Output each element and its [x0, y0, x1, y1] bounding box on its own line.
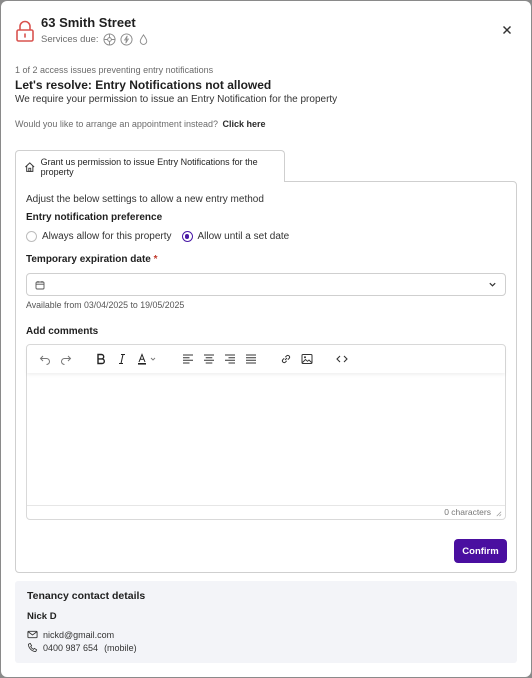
tenancy-title: Tenancy contact details — [27, 590, 146, 602]
gas-icon — [103, 33, 116, 46]
redo-icon — [60, 353, 72, 365]
tenant-phone-type: (mobile) — [104, 642, 137, 653]
align-justify-icon — [245, 353, 257, 365]
align-center-button[interactable] — [201, 351, 217, 367]
tab-label: Grant us permission to issue Entry Notifications for the property — [40, 156, 258, 177]
undo-icon — [39, 353, 51, 365]
option-always-allow-label: Always allow for this property — [42, 231, 172, 242]
undo-button[interactable] — [37, 351, 53, 367]
expiration-date-picker[interactable] — [26, 273, 506, 296]
tenant-name: Nick D — [27, 611, 57, 622]
radio-always-allow[interactable] — [26, 231, 37, 242]
italic-icon — [116, 353, 128, 365]
image-button[interactable] — [299, 351, 315, 367]
expiration-label-text: Temporary expiration date — [26, 254, 151, 265]
image-icon — [301, 353, 313, 365]
text-color-button[interactable] — [135, 351, 161, 367]
code-view-button[interactable] — [334, 351, 350, 367]
link-button[interactable] — [278, 351, 294, 367]
property-title: 63 Smith Street — [41, 15, 136, 30]
tenant-email[interactable]: nickd@gmail.com — [43, 629, 115, 640]
option-always-allow[interactable] — [26, 231, 172, 242]
appointment-question: Would you like to arrange an appointment instead? — [15, 119, 218, 129]
mail-icon — [27, 629, 38, 640]
tab-grant-permission[interactable] — [15, 150, 285, 182]
align-justify-button[interactable] — [243, 351, 259, 367]
resize-handle-icon[interactable] — [495, 510, 502, 517]
water-icon — [137, 33, 150, 46]
lock-icon — [15, 20, 35, 42]
editor-toolbar — [27, 345, 505, 373]
redo-button[interactable] — [58, 351, 74, 367]
align-left-icon — [182, 353, 194, 365]
bold-button[interactable] — [93, 351, 109, 367]
preference-label: Entry notification preference — [26, 212, 163, 223]
close-icon[interactable] — [500, 23, 514, 37]
required-mark: * — [153, 254, 158, 265]
permission-panel — [15, 181, 517, 573]
entry-permission-modal — [1, 1, 531, 677]
form-instruction: Adjust the below settings to allow a new entry method — [26, 194, 264, 205]
text-color-icon — [137, 353, 159, 365]
bold-icon — [95, 353, 107, 365]
align-right-icon — [224, 353, 236, 365]
home-icon — [24, 161, 36, 173]
expiration-label — [26, 254, 158, 265]
services-label: Services due: — [41, 34, 99, 45]
comments-editor[interactable] — [26, 344, 506, 520]
tenant-phone[interactable]: 0400 987 654 — [43, 642, 99, 653]
confirm-button[interactable]: Confirm — [454, 539, 507, 563]
phone-icon — [27, 642, 38, 653]
chevron-down-icon — [488, 280, 497, 289]
align-right-button[interactable] — [222, 351, 238, 367]
issue-count: 1 of 2 access issues preventing entry notifications — [15, 65, 214, 75]
appointment-prompt — [15, 119, 266, 129]
option-until-date[interactable] — [182, 231, 290, 242]
issue-headline: Let's resolve: Entry Notifications not allowed — [15, 78, 272, 92]
comments-label: Add comments — [26, 326, 99, 337]
tenant-email-row — [27, 629, 114, 640]
appointment-link[interactable]: Click here — [222, 119, 266, 129]
issue-description: We require your permission to issue an Entry Notification for the property — [15, 94, 338, 105]
code-icon — [336, 353, 348, 365]
tenant-phone-row — [27, 642, 137, 653]
availability-text: Available from 03/04/2025 to 19/05/2025 — [26, 300, 185, 310]
option-until-date-label: Allow until a set date — [197, 231, 290, 242]
services-due — [41, 33, 150, 46]
preference-options — [26, 231, 299, 242]
character-count-text: 0 characters — [444, 507, 491, 517]
electricity-icon — [120, 33, 133, 46]
align-center-icon — [203, 353, 215, 365]
italic-button[interactable] — [114, 351, 130, 367]
tenancy-contact-card — [15, 581, 517, 663]
align-left-button[interactable] — [180, 351, 196, 367]
calendar-icon — [35, 280, 45, 290]
character-count — [27, 505, 505, 519]
link-icon — [280, 353, 292, 365]
radio-until-date[interactable] — [182, 231, 193, 242]
